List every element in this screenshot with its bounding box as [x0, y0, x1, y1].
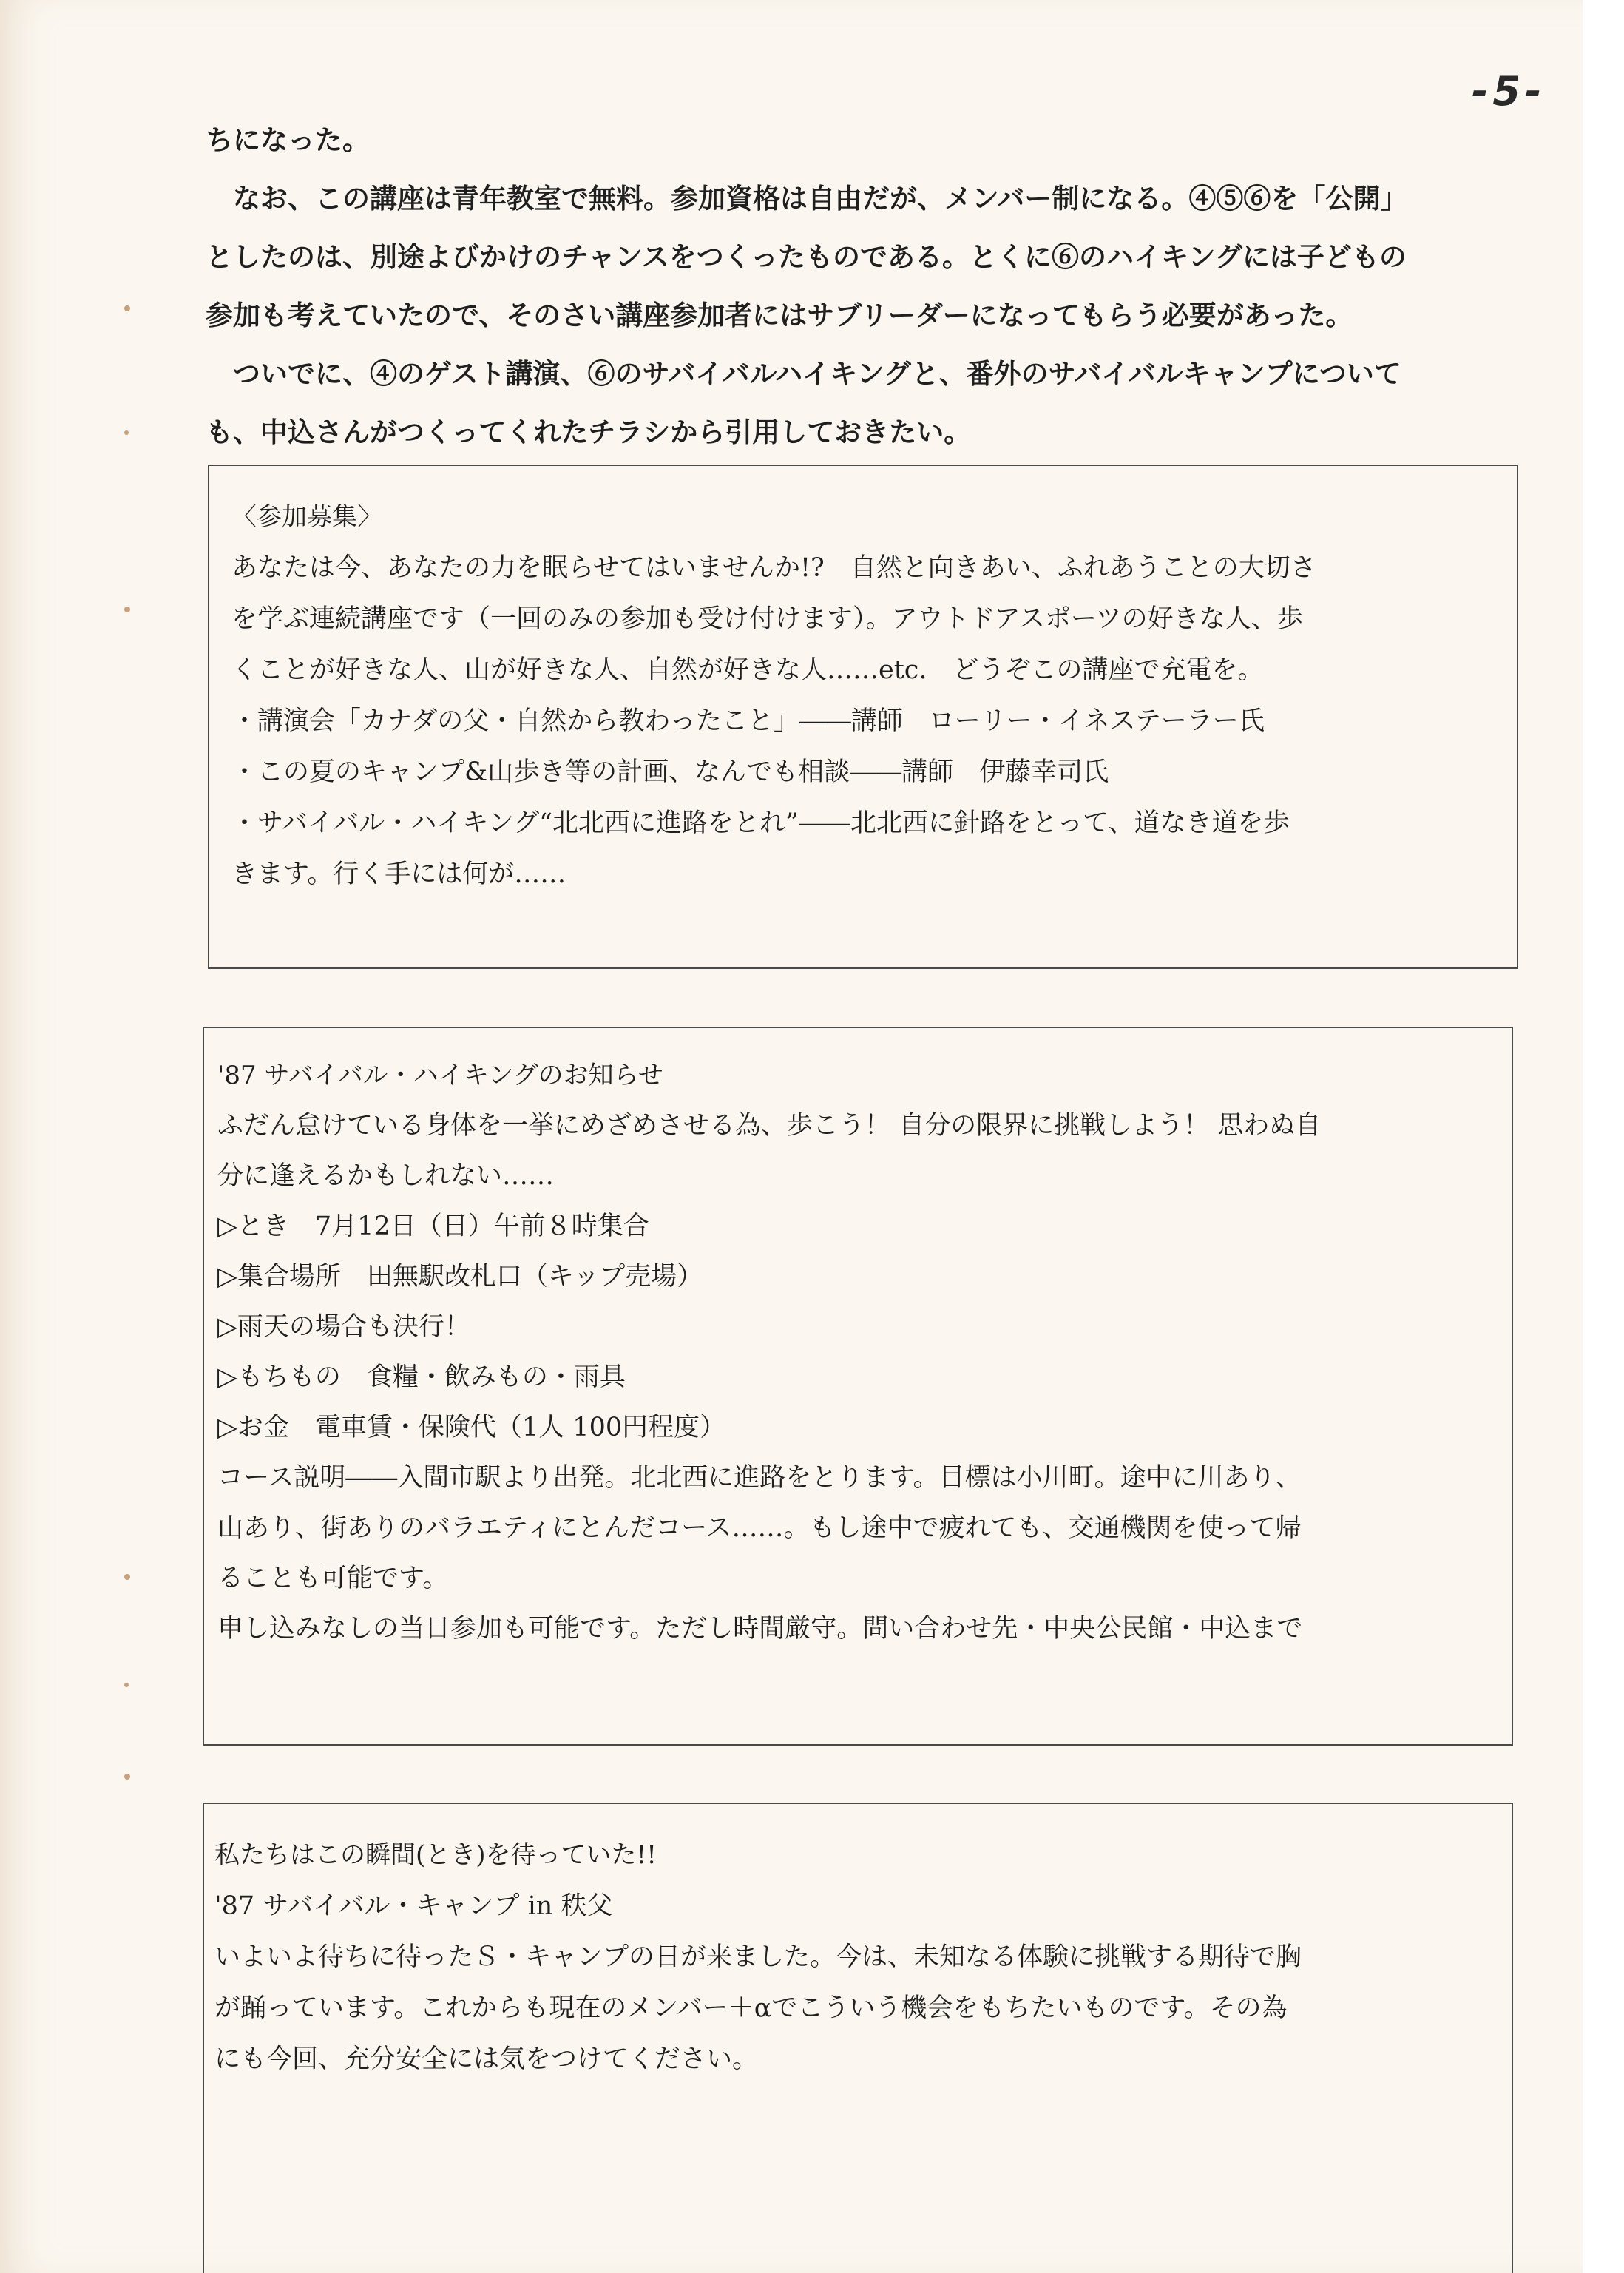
page-number: -5- — [1472, 68, 1546, 115]
binder-hole-mark — [124, 1774, 130, 1780]
recruitment-title: 〈参加募集〉 — [231, 502, 382, 532]
hiking-notice-line: ることも可能です。 — [217, 1564, 449, 1593]
intro-line: としたのは、別途よびかけのチャンスをつくったものである。とくに⑥のハイキングには子どもの — [206, 240, 1407, 273]
camp-notice-line: にも今回、充分安全には気をつけてください。 — [214, 2044, 759, 2074]
binder-hole-mark — [124, 1574, 130, 1580]
recruitment-line: きます。行く手には何が…… — [231, 859, 566, 889]
recruitment-line: ・この夏のキャンプ&山歩き等の計画、なんでも相談――講師 伊藤幸司氏 — [231, 757, 1109, 787]
intro-line: ちになった。 — [206, 124, 370, 156]
camp-notice-line: '87 サバイバル・キャンプ in 秩父 — [214, 1891, 613, 1921]
camp-notice-line: いよいよ待ちに待ったＳ・キャンプの日が来ました。今は、未知なる体験に挑戦する期待で胸 — [214, 1942, 1302, 1972]
intro-line: も、中込さんがつくってくれたチラシから引用しておきたい。 — [206, 416, 972, 448]
intro-line: ついでに、④のゲスト講演、⑥のサバイバルハイキングと、番外のサバイバルキャンプについて — [206, 357, 1401, 390]
camp-notice-line: が踊っています。これからも現在のメンバー＋αでこういう機会をもちたいものです。その為 — [214, 1993, 1288, 2023]
hiking-notice-box — [203, 1027, 1513, 1746]
intro-line: 参加も考えていたので、そのさい講座参加者にはサブリーダーになってもらう必要があった。 — [206, 299, 1353, 331]
hiking-notice-line: ふだん怠けている身体を一挙にめざめさせる為、歩こう！ 自分の限界に挑戦しよう！ 思わぬ自 — [217, 1111, 1322, 1141]
hiking-notice-line: ▷とき 7月12日（日）午前８時集合 — [217, 1212, 649, 1241]
hiking-notice-line: ▷集合場所 田無駅改札口（キップ売場） — [217, 1262, 703, 1291]
binder-hole-mark — [124, 1683, 129, 1687]
hiking-notice-line: ▷お金 電車賃・保険代（1人 100円程度） — [217, 1413, 726, 1442]
intro-paragraph — [206, 111, 1537, 462]
binder-hole-mark — [124, 430, 129, 435]
hiking-notice-line: 申し込みなしの当日参加も可能です。ただし時間厳守。問い合わせ先・中央公民館・中込まで — [217, 1614, 1303, 1644]
hiking-notice-line: 分に逢えるかもしれない…… — [217, 1161, 555, 1191]
binder-hole-mark — [124, 305, 130, 311]
binder-hole-mark — [124, 607, 130, 612]
hiking-notice-line: 山あり、街ありのバラエティにとんだコース……。もし途中で疲れても、交通機関を使って帰 — [217, 1513, 1302, 1543]
hiking-notice-line: ▷もちもの 食糧・飲みもの・雨具 — [217, 1362, 626, 1392]
recruitment-box — [208, 465, 1518, 969]
recruitment-line: あなたは今、あなたの力を眠らせてはいませんか!? 自然と向きあい、ふれあうことの大切さ — [231, 553, 1316, 583]
hiking-notice-title: '87 サバイバル・ハイキングのお知らせ — [217, 1061, 663, 1090]
intro-line: なお、この講座は青年教室で無料。参加資格は自由だが、メンバー制になる。④⑤⑥を「公開」 — [206, 182, 1408, 215]
camp-notice-box — [203, 1803, 1513, 2273]
recruitment-line: くことが好きな人、山が好きな人、自然が好きな人……etc. どうぞこの講座で充電を。 — [231, 655, 1264, 685]
recruitment-line: ・講演会「カナダの父・自然から教わったこと」――講師 ローリー・イネステーラー氏 — [231, 706, 1265, 736]
camp-notice-title: 私たちはこの瞬間(とき)を待っていた!! — [214, 1840, 657, 1870]
recruitment-line: を学ぶ連続講座です（一回のみの参加も受け付けます）。アウトドアスポーツの好きな人、歩 — [231, 604, 1303, 634]
hiking-notice-line: ▷雨天の場合も決行！ — [217, 1312, 470, 1342]
recruitment-line: ・サバイバル・ハイキング“北北西に進路をとれ”――北北西に針路をとって、道なき道を歩 — [231, 808, 1290, 838]
hiking-notice-line: コース説明――入間市駅より出発。北北西に進路をとります。目標は小川町。途中に川あり、 — [217, 1463, 1302, 1493]
